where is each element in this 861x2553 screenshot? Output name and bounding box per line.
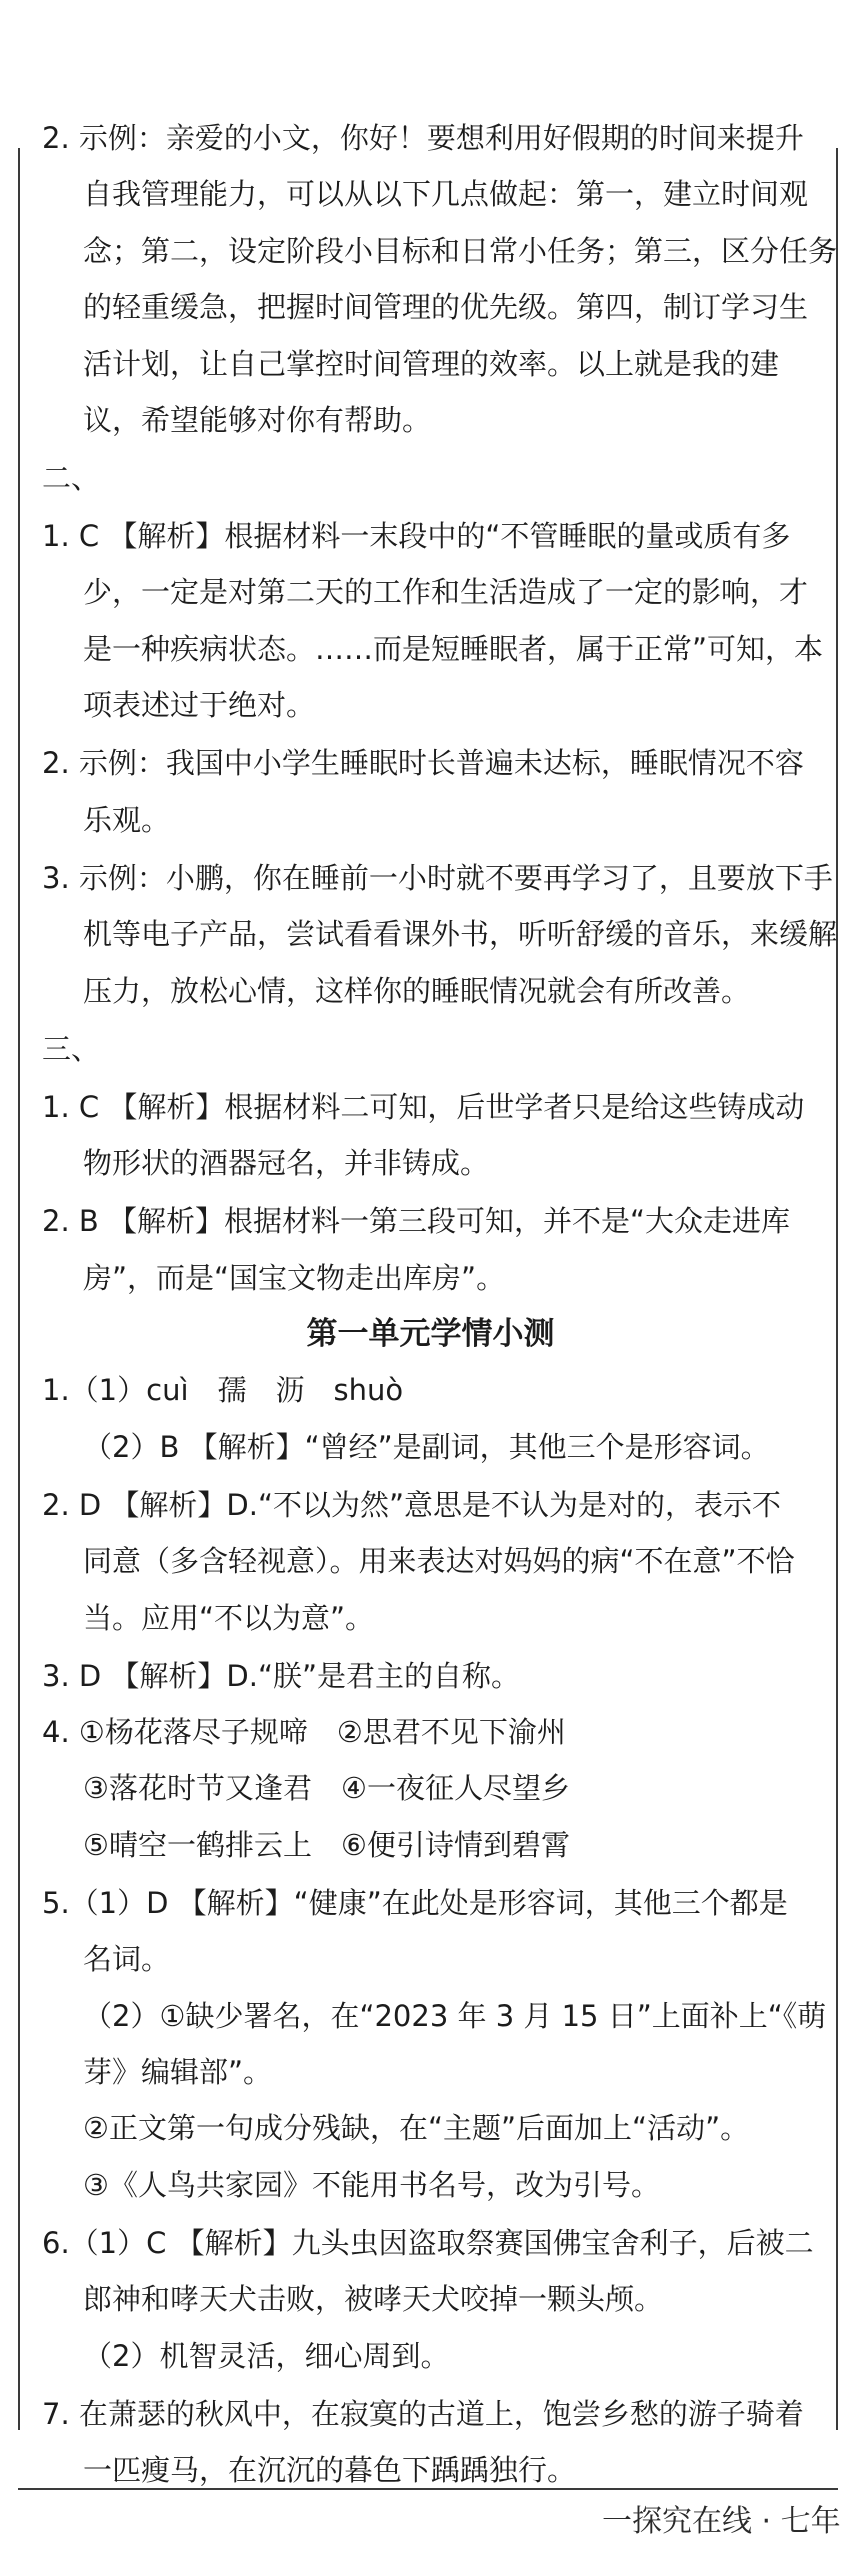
answer-line: 5.（1）D 【解析】“健康”在此处是形容词，其他三个都是	[42, 1886, 788, 1920]
answer-line: ③落花时节又逢君 ④一夜征人尽望乡	[83, 1771, 570, 1805]
answer-line: 当。应用“不以为意”。	[83, 1601, 375, 1635]
answer-line: 三、	[42, 1032, 101, 1066]
answer-line: 郎神和哮天犬击败，被哮天犬咬掉一颗头颅。	[83, 2282, 664, 2316]
answer-line: （2）B 【解析】“曾经”是副词，其他三个是形容词。	[83, 1430, 770, 1464]
answer-line: 的轻重缓急，把握时间管理的优先级。第四，制订学习生	[83, 290, 809, 324]
answer-line: 1.（1）cuì 孺 沥 shuò	[42, 1373, 404, 1407]
answer-line: 念；第二，设定阶段小目标和日常小任务；第三，区分任务	[83, 234, 838, 268]
answer-line: 2. D 【解析】D.“不以为然”意思是不认为是对的，表示不	[42, 1488, 782, 1522]
answer-line: 活计划，让自己掌控时间管理的效率。以上就是我的建	[83, 347, 780, 381]
answer-line: 1. C 【解析】根据材料二可知，后世学者只是给这些铸成动	[42, 1090, 805, 1124]
answer-line: 3. 示例：小鹏，你在睡前一小时就不要再学习了，且要放下手	[42, 861, 833, 895]
answer-line: 7. 在萧瑟的秋风中，在寂寞的古道上，饱尝乡愁的游子骑着	[42, 2397, 804, 2431]
answer-line: 是一种疾病状态。……而是短睡眠者，属于正常”可知，本	[83, 632, 824, 666]
answer-line: 二、	[42, 461, 101, 495]
section-title: 第一单元学情小测	[306, 1316, 555, 1352]
answer-line: ⑤晴空一鹤排云上 ⑥便引诗情到碧霄	[83, 1828, 570, 1862]
answer-line: 自我管理能力，可以从以下几点做起：第一，建立时间观	[83, 177, 809, 211]
answer-line: 少，一定是对第二天的工作和生活造成了一定的影响，才	[83, 575, 809, 609]
answer-line: ②正文第一句成分残缺，在“主题”后面加上“活动”。	[83, 2111, 750, 2145]
answer-line: 3. D 【解析】D.“朕”是君主的自称。	[42, 1659, 521, 1693]
footer-rule	[18, 2488, 838, 2490]
answer-line: 1. C 【解析】根据材料一末段中的“不管睡眠的量或质有多	[42, 519, 791, 553]
answer-line: （2）①缺少署名，在“2023 年 3 月 15 日”上面补上“《萌	[83, 1999, 827, 2033]
answer-line: 一匹瘦马，在沉沉的暮色下踽踽独行。	[83, 2453, 577, 2487]
answer-line: 项表述过于绝对。	[83, 688, 316, 722]
answer-line: 芽》编辑部”。	[83, 2055, 273, 2089]
answer-line: 2. 示例：亲爱的小文，你好！要想利用好假期的时间来提升	[42, 121, 804, 155]
answer-line: 物形状的酒器冠名，并非铸成。	[83, 1146, 490, 1180]
answer-line: 机等电子产品，尝试看看课外书，听听舒缓的音乐，来缓解	[83, 917, 838, 951]
answer-line: 房”，而是“国宝文物走出库房”。	[83, 1261, 506, 1295]
answer-line: 4. ①杨花落尽子规啼 ②思君不见下渝州	[42, 1715, 566, 1749]
answer-line: （2）机智灵活，细心周到。	[83, 2339, 450, 2373]
answer-line: 6.（1）C 【解析】九头虫因盗取祭赛国佛宝舍利子，后被二	[42, 2226, 814, 2260]
answer-line: 乐观。	[83, 803, 171, 837]
answer-line: ③《人鸟共家园》不能用书名号，改为引号。	[83, 2168, 660, 2202]
answer-line: 议，希望能够对你有帮助。	[83, 403, 432, 437]
answer-line: 同意（多含轻视意）。用来表达对妈妈的病“不在意”不恰	[83, 1544, 795, 1578]
page-footer: 一探究在线 · 七年	[602, 2504, 841, 2539]
answer-line: 2. 示例：我国中小学生睡眠时长普遍未达标，睡眠情况不容	[42, 746, 804, 780]
answer-line: 名词。	[83, 1942, 171, 1976]
answer-line: 压力，放松心情，这样你的睡眠情况就会有所改善。	[83, 974, 751, 1008]
left-margin-rule	[18, 148, 20, 2430]
answer-line: 2. B 【解析】根据材料一第三段可知，并不是“大众走进库	[42, 1204, 791, 1238]
